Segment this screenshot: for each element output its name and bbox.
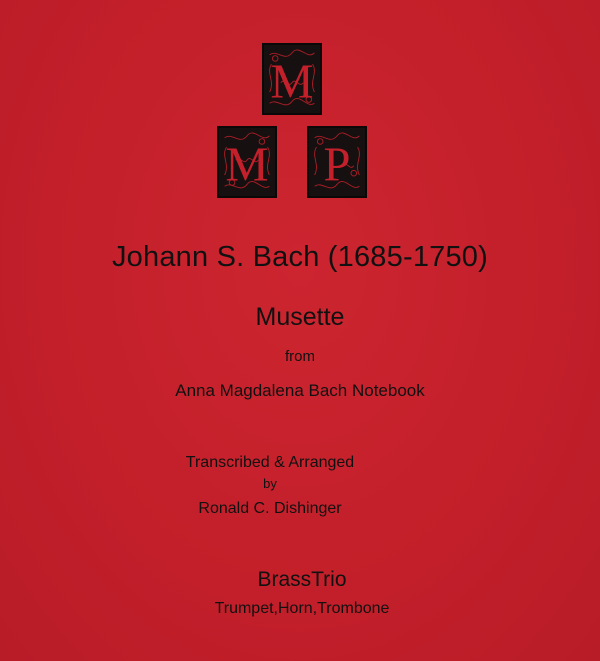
instrument-list: Trumpet,Horn,Trombone xyxy=(214,600,390,617)
logo-letter-1: M xyxy=(270,55,314,109)
ensemble-label: BrassTrio xyxy=(257,568,347,591)
logo-letter-3: P xyxy=(323,138,351,192)
from-label: from xyxy=(285,348,315,365)
source-work: Anna Magdalena Bach Notebook xyxy=(175,381,425,400)
piece-title: Musette xyxy=(255,303,345,331)
logo-tile-p-right xyxy=(307,126,367,198)
logo-tile-m-top xyxy=(262,43,322,115)
logo-tile-m-left xyxy=(217,126,277,198)
arranger-name: Ronald C. Dishinger xyxy=(198,500,342,517)
publisher-logo xyxy=(0,0,600,210)
by-label: by xyxy=(263,476,277,491)
composer-name: Johann S. Bach (1685-1750) xyxy=(111,241,488,273)
arrangement-credit: Transcribed & Arranged xyxy=(185,454,355,471)
logo-letter-2: M xyxy=(225,138,269,192)
